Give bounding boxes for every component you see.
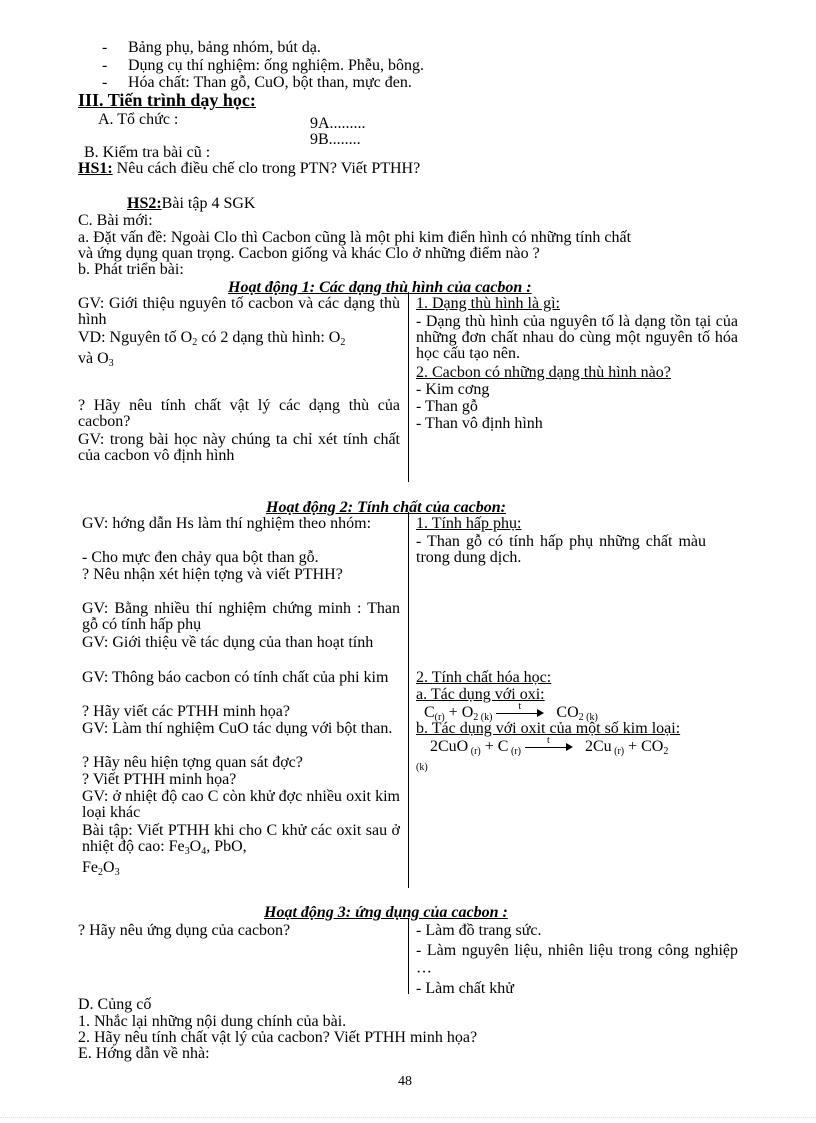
- intro-b: b. Phát triển bài:: [78, 261, 184, 278]
- list-bullet: -: [102, 57, 108, 74]
- list-item-equipment: Dụng cụ thí nghiệm: ống nghiệm. Phễu, bông.: [128, 57, 424, 74]
- equation-oxide-state: (k): [416, 762, 428, 773]
- consolidate-1: 1. Nhắc lại những nội dung chính của bài.: [78, 1013, 347, 1030]
- act2-right-a: a. Tác dụng với oxi:: [416, 686, 545, 703]
- activity2-title: Hoạt động 2: Tính chất của cacbon:: [266, 499, 507, 516]
- act1-left-1: GV: Giới thiệu nguyên tố cacbon và các dạng thù hình: [78, 295, 400, 328]
- new-lesson: C. Bài mới:: [78, 212, 153, 229]
- act1-left-4: GV: trong bài học này chúng ta chỉ xét tính chất của cacbon vô định hình: [78, 431, 400, 464]
- act3-right-3: - Làm chất khử: [416, 980, 514, 997]
- list-item-chemicals: Hóa chất: Than gỗ, CuO, bột than, mực đen.: [128, 74, 412, 91]
- act2-left-7: ? Hãy viết các PTHH minh họa?: [82, 703, 290, 720]
- act1-right-h1: 1. Dạng thù hình là gì:: [416, 295, 560, 312]
- act2-left-2: - Cho mực đen chảy qua bột than gỗ.: [82, 549, 319, 566]
- intro-a2: và ứng dụng quan trọng. Cacbon giống và khác Clo ở những điểm nào ?: [78, 245, 540, 262]
- reaction-arrow-icon: t: [496, 707, 544, 719]
- homework: E. Hớng dẫn về nhà:: [78, 1045, 210, 1062]
- act2-left-11: GV: ở nhiệt độ cao C còn khử đợc nhiều oxit kim loại khác: [82, 788, 400, 821]
- activity3-title: Hoạt động 3: ứng dụng của cacbon :: [264, 904, 508, 921]
- act3-left-1: ? Hãy nêu ứng dụng của cacbon?: [78, 922, 291, 939]
- act2-left-4: GV: Bằng nhiều thí nghiệm chứng minh : Than gỗ có tính hấp phụ: [82, 600, 400, 633]
- column-divider: [408, 292, 409, 482]
- list-item-materials: Bảng phụ, bảng nhóm, bút dạ.: [128, 39, 321, 56]
- class-9a: 9A.........: [310, 115, 366, 132]
- act2-right-h2: 2. Tính chất hóa học:: [416, 669, 552, 686]
- equation-oxide: 2CuO $_{(r)}$ + C $_{(r)}$ t 2Cu $_{(r)} + CO_2$: [430, 735, 669, 757]
- hs1-line: [78, 161, 420, 177]
- reaction-arrow-icon: t: [525, 741, 573, 753]
- list-bullet: -: [102, 39, 108, 56]
- act3-right-1: - Làm đồ trang sức.: [416, 922, 542, 939]
- hs1-label: HS1:: [78, 160, 113, 177]
- section-title: III. Tiến trình dạy học:: [78, 90, 256, 110]
- class-9b: 9B........: [310, 131, 361, 148]
- check-label: B. Kiểm tra bài cũ :: [84, 144, 211, 161]
- act3-right-2: - Làm nguyên liệu, nhiên liệu trong công nghiệp ···: [416, 942, 738, 981]
- act2-right-h1: 1. Tính hấp phụ:: [416, 515, 522, 532]
- act1-right-item: - Than gỗ: [416, 398, 478, 415]
- act2-left-12: Bài tập: Viết PTHH khi cho C khử các oxit sau ở nhiệt độ cao: $Fe_3O_4$, PbO, $Fe_2O_3$: [82, 822, 400, 878]
- page-divider: [0, 1117, 816, 1118]
- consolidate-2: 2. Hãy nêu tính chất vật lý của cacbon? Viết PTHH minh họa?: [78, 1029, 478, 1046]
- act2-left-6: GV: Thông báo cacbon có tính chất của phi kim: [82, 669, 389, 686]
- act2-left-1: GV: hớng dẫn Hs làm thí nghiệm theo nhóm:: [82, 515, 372, 532]
- act1-right-h2: 2. Cacbon có những dạng thù hình nào?: [416, 364, 671, 381]
- act2-left-10: ? Viết PTHH minh họa?: [82, 771, 237, 788]
- hs2-label: HS2:: [127, 195, 162, 212]
- act2-left-8: GV: Làm thí nghiệm CuO tác dụng với bột than.: [82, 720, 393, 737]
- page-number: 48: [398, 1074, 412, 1089]
- act2-left-5: GV: Giới thiệu về tác dụng của than hoạt tính: [82, 634, 374, 651]
- act2-left-3: ? Nêu nhận xét hiện tợng và viết PTHH?: [82, 566, 343, 583]
- act1-right-p1: - Dạng thù hình của nguyên tố là dạng tồn tại của những đơn chất nhau do cùng một nguyên tố hóa học cấu tạo nên.: [416, 313, 738, 362]
- activity1-title: Hoạt động 1: Các dạng thù hình của cacbon :: [228, 279, 532, 296]
- hs2-line: [127, 196, 255, 212]
- column-divider: [408, 918, 409, 994]
- act2-left-9: ? Hãy nêu hiện tợng quan sát đợc?: [82, 754, 303, 771]
- act1-left-2: VD: Nguyên tố $O_2$ có 2 dạng thù hình: $O_2$ và $O_3$: [78, 329, 346, 369]
- act1-right-item: - Kim cơng: [416, 381, 490, 398]
- hs1-text: Nêu cách điều chế clo trong PTN? Viết PTHH?: [112, 160, 421, 177]
- act1-right-item: - Than vô định hình: [416, 415, 543, 432]
- list-bullet: -: [102, 74, 108, 91]
- act1-left-3: ? Hãy nêu tính chất vật lý các dạng thù của cacbon?: [78, 397, 400, 430]
- hs2-text: Bài tập 4 SGK: [161, 195, 256, 212]
- column-divider: [408, 512, 409, 888]
- equation-oxygen: $C_{(r)} + O_2$ $_{(k)}$ t $CO_2$ $_{(k)}$: [424, 701, 598, 723]
- consolidate: D. Củng cố: [78, 996, 152, 1013]
- act2-right-p1: - Than gỗ có tính hấp phụ những chất màu trong dung dịch.: [416, 533, 706, 566]
- act2-right-b: b. Tác dụng với oxit của một số kim loại:: [416, 720, 681, 737]
- org-label: A. Tổ chức :: [98, 111, 179, 128]
- intro-a1: a. Đặt vấn đề: Ngoài Clo thì Cacbon cũng là một phi kim điển hình có những tính chất: [78, 229, 632, 246]
